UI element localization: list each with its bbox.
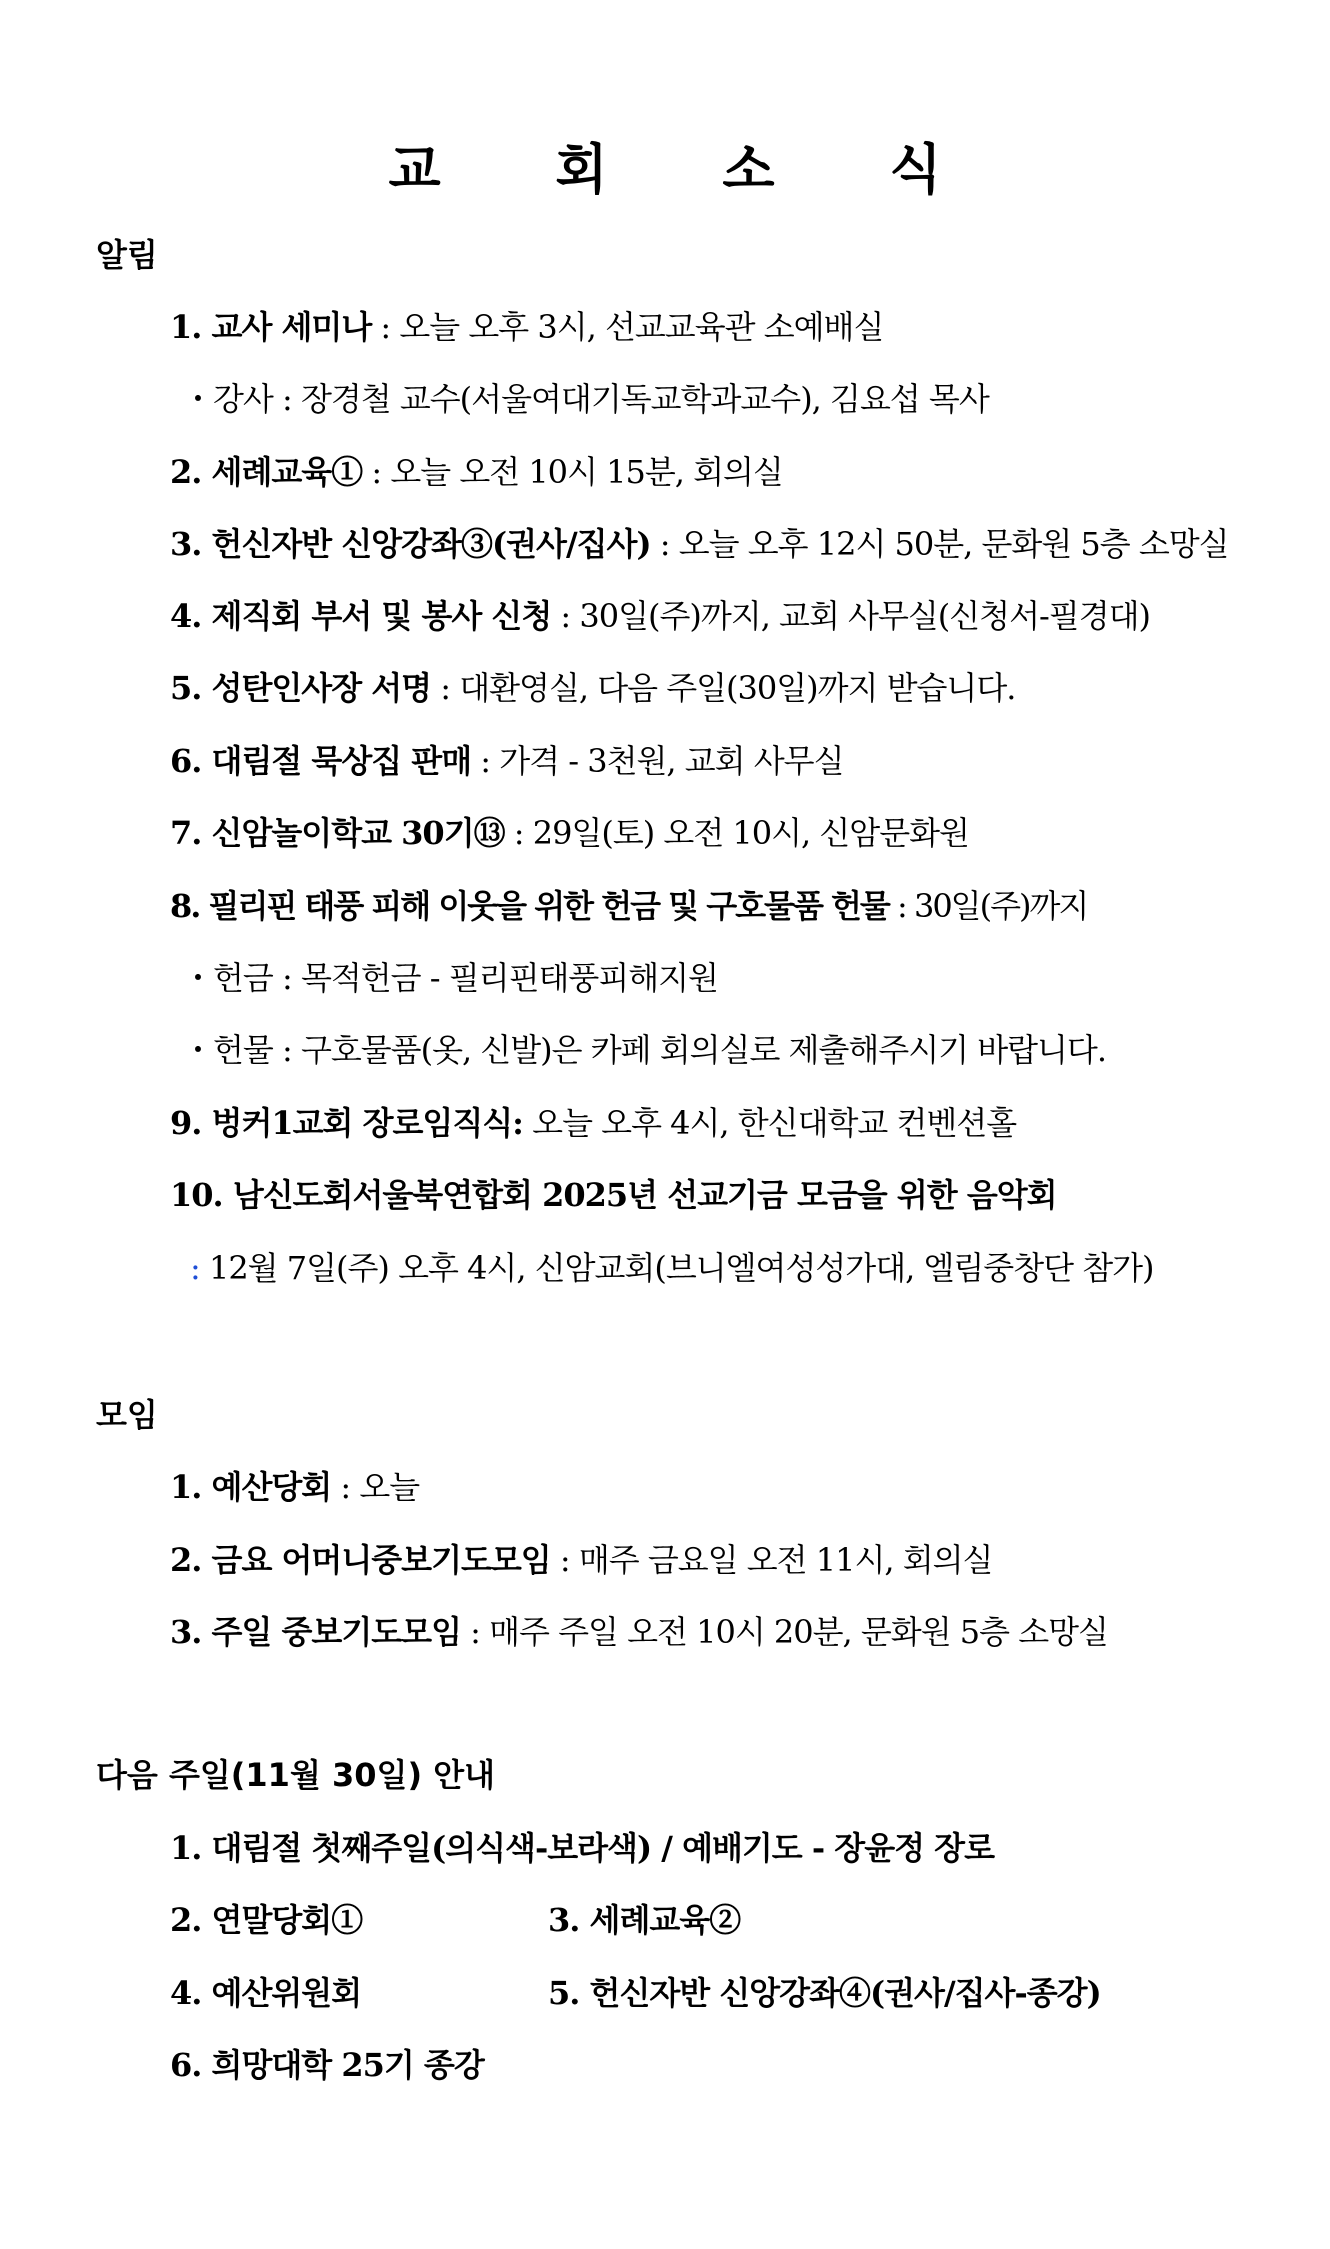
notice-item-7: 7. 신암놀이학교 30기⑬ : 29일(토) 오전 10시, 신암문화원: [170, 814, 969, 852]
notice-item-10: 10. 남신도회서울북연합회 2025년 선교기금 모금을 위한 음악회: [170, 1176, 1057, 1214]
meeting-item-2: 2. 금요 어머니중보기도모임 : 매주 금요일 오전 11시, 회의실: [170, 1541, 993, 1579]
notice-item-10-detail: : 12월 7일(주) 오후 4시, 신암교회(브니엘여성성가대, 엘림중창단 참가): [190, 1249, 1154, 1287]
notice-item-1: 1. 교사 세미나 : 오늘 오후 3시, 선교교육관 소예배실: [170, 308, 884, 346]
notice-item-9: 9. 벙커1교회 장로임직식: 오늘 오후 4시, 한신대학교 컨벤션홀: [170, 1104, 1017, 1142]
section-heading-next-sunday: 다음 주일(11월 30일) 안내: [96, 1756, 496, 1794]
next-item-2: 2. 연말당회①: [170, 1901, 363, 1939]
meeting-item-3: 3. 주일 중보기도모임 : 매주 주일 오전 10시 20분, 문화원 5층 소망실: [170, 1613, 1108, 1651]
section-heading-meetings: 모임: [96, 1396, 158, 1434]
next-item-6: 6. 희망대학 25기 종강: [170, 2046, 484, 2084]
notice-item-8-offering: ・헌금 : 목적헌금 - 필리핀태풍피해지원: [182, 959, 718, 997]
meeting-item-1: 1. 예산당회 : 오늘: [170, 1468, 420, 1506]
notice-item-5: 5. 성탄인사장 서명 : 대환영실, 다음 주일(30일)까지 받습니다.: [170, 669, 1016, 707]
notice-item-4: 4. 제직회 부서 및 봉사 신청 : 30일(주)까지, 교회 사무실(신청서-필경대): [170, 597, 1151, 635]
next-item-5: 5. 헌신자반 신앙강좌④(권사/집사-종강): [548, 1974, 1101, 2012]
page-title: 교 회 소 식: [388, 138, 990, 201]
notice-item-6: 6. 대림절 묵상집 판매 : 가격 - 3천원, 교회 사무실: [170, 742, 844, 780]
next-item-1: 1. 대림절 첫째주일(의식색-보라색) / 예배기도 - 장윤정 장로: [170, 1829, 994, 1867]
notice-item-2: 2. 세례교육① : 오늘 오전 10시 15분, 회의실: [170, 453, 783, 491]
next-item-3: 3. 세례교육②: [548, 1901, 741, 1939]
notice-item-8-goods: ・헌물 : 구호물품(옷, 신발)은 카페 회의실로 제출해주시기 바랍니다.: [182, 1031, 1107, 1069]
notice-item-3: 3. 헌신자반 신앙강좌③(권사/집사) : 오늘 오후 12시 50분, 문화원 5층 소망실: [170, 525, 1229, 563]
notice-text: 오늘 오후 3시, 선교교육관 소예배실: [399, 308, 884, 346]
next-item-4: 4. 예산위원회: [170, 1974, 362, 2012]
notice-item-1-speaker: ・강사 : 장경철 교수(서울여대기독교학과교수), 김요섭 목사: [182, 380, 989, 418]
notice-label: 1. 교사 세미나: [170, 308, 372, 346]
notice-item-8: 8. 필리핀 태풍 피해 이웃을 위한 헌금 및 구호물품 헌물 : 30일(주)까지: [170, 887, 1088, 925]
section-heading-notices: 알림: [96, 236, 158, 274]
